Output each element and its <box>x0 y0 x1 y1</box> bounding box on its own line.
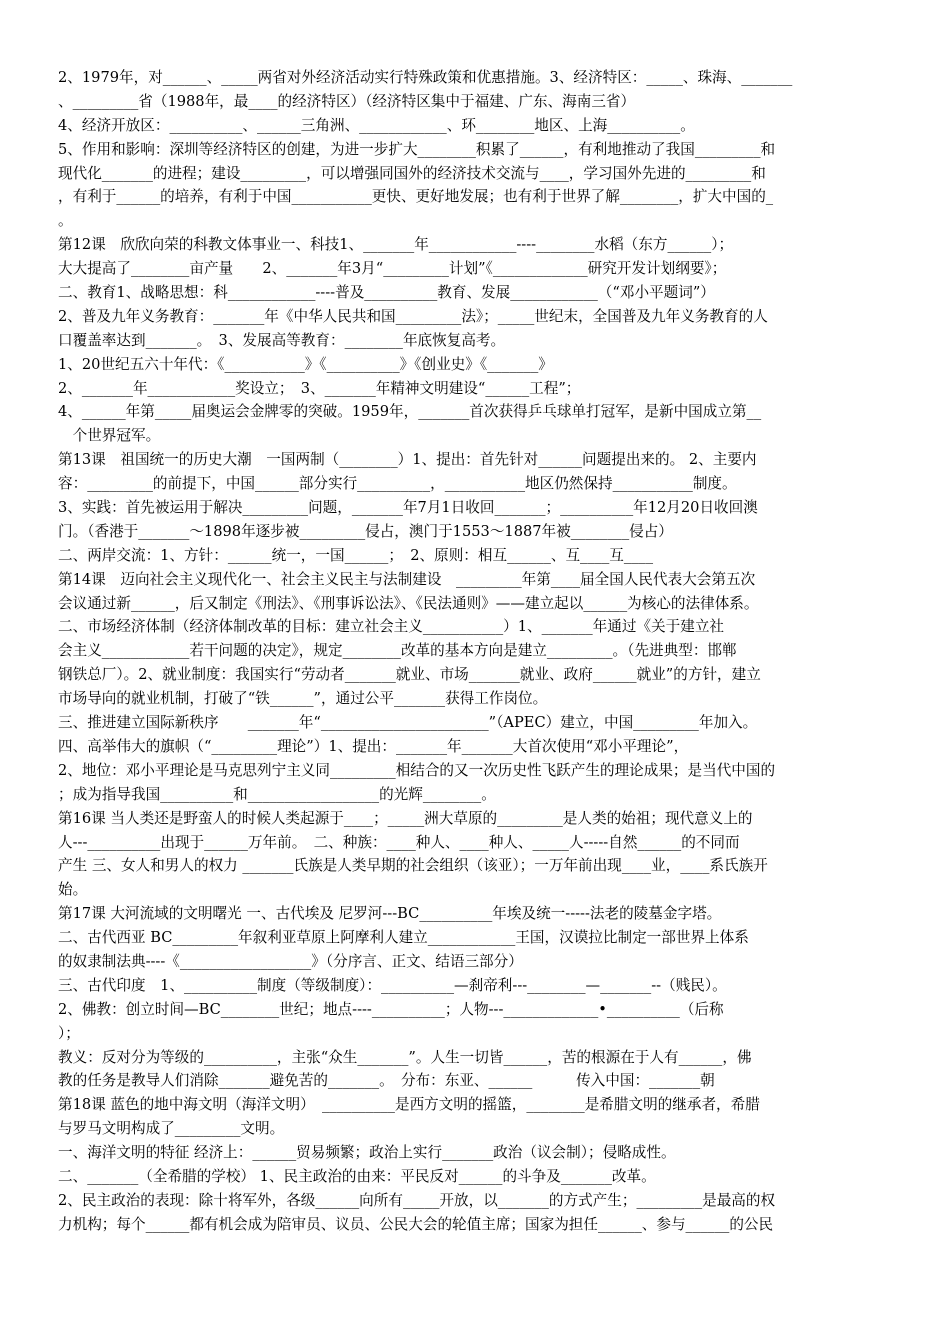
text-line-1: 2、1979年，对______、_____两省对外经济活动实行特殊政策和优惠措施。3、经济特区：_____、珠海、_______ <box>58 69 793 86</box>
text-line-40: 2、佛教：创立时间—BC________世纪；地点----__________；人物---_____________•__________（后称 <box>58 1000 724 1018</box>
text-line-30: 2、地位：邓小平理论是马克思列宁主义同_________相结合的又一次历史性飞跃产生的理论成果；是当代中国的 <box>58 761 776 779</box>
text-line-2: 、_________省（1988年，最____的经济特区）（经济特区集中于福建、广东、海南三省） <box>58 92 636 110</box>
text-line-37: 二、古代西亚 BC_________年叙利亚草原上阿摩利人建立____________王国，汉谟拉比制定一部世界上体系 <box>58 929 749 947</box>
text-line-49: 力机构；每个______都有机会成为陪审员、议员、公民大会的轮值主席；国家为担任______、参与______的公民 <box>58 1215 774 1233</box>
text-line-31: ；成为指导我国__________和__________________的光辉________。 <box>58 785 496 803</box>
text-line-29: 四、高举伟大的旗帜（“_________理论”）1、提出：_______年_______大首次使用“邓小平理论”， <box>58 737 689 755</box>
text-line-6: ，有利于______的培养，有利于中国___________更快、更好地发展；也有利于世界了解________，扩大中国的_ <box>58 188 774 206</box>
text-line-3: 4、经济开放区：__________、______三角洲、____________、环________地区、上海__________。 <box>58 116 695 134</box>
text-line-10: 二、教育1、战略思想：科____________----普及__________教育、发展____________（“邓小平题词”） <box>58 284 715 302</box>
text-line-13: 1、20世纪五六十年代：《___________》《__________》《创业史》《_______》 <box>58 355 553 373</box>
text-line-20: 门。（香港于_______～1898年逐步被_________侵占，澳门于1553～1887年被________侵占） <box>58 522 673 540</box>
text-line-12: 口覆盖率达到_______。 3、发展高等教育：________年底恢复高考。 <box>58 331 506 349</box>
text-line-19: 3、实践：首先被运用于解决_________问题，_______年7月1日收回_______；__________年12月20日收回澳 <box>58 499 758 517</box>
text-line-5: 现代化_______的进程；建设_________，可以增强同国外的经济技术交流与____，学习国外先进的_________和 <box>58 164 766 182</box>
text-line-18: 容：_________的前提下，中国______部分实行__________，___________地区仍然保持___________制度。 <box>58 475 737 493</box>
text-line-48: 2、民主政治的表现：除十将军外，各级______向所有_____开放，以_______的方式产生；_________是最高的权 <box>58 1191 776 1209</box>
text-line-27: 市场导向的就业机制，打破了“铁______”，通过公平_______获得工作岗位。 <box>58 690 548 708</box>
lesson-13-heading: 第13课 祖国统一的历史大潮 一国两制（________）1、提出：首先针对______问题提出来的。 2、主要内 <box>58 451 757 469</box>
text-line-42: 教义：反对分为等级的__________，主张“众生_______”。人生一切皆______，苦的根源在于人有______，佛 <box>58 1048 752 1066</box>
text-line-34: 产生 三、女人和男人的权力 _______氏族是人类早期的社会组织（该亚）；一万年前出现____业，____系氏族开 <box>58 857 768 875</box>
text-line-23: 会议通过新______，后又制定《刑法》、《刑事诉讼法》、《民法通则》——建立起以______为核心的法律体系。 <box>58 594 759 612</box>
text-line-43: 教的任务是教导人们消除_______避免苦的_______。 分布：东亚、______ 传入中国：_______朝 <box>58 1072 715 1090</box>
lesson-18-heading: 第18课 蓝色的地中海文明（海洋文明） __________是西方文明的摇篮，________是希腊文明的继承者，希腊 <box>58 1096 760 1114</box>
text-line-11: 2、普及九年义务教育：_______年《中华人民共和国_________法》；_____世纪末，全国普及九年义务教育的人 <box>58 307 768 325</box>
text-line-25: 会主义____________若干问题的决定》，规定________改革的基本方向是建立_________。（先进典型：邯郸 <box>58 642 737 660</box>
text-line-15: 4、______年第_____届奥运会金牌零的突破。1959年，_______首次获得乒乓球单打冠军，是新中国成立第__ <box>58 403 762 421</box>
text-line-33: 人---__________出现于______万年前。 二、种族：____种人、____种人、_____人-----自然______的不同而 <box>58 833 740 851</box>
text-line-45: 与罗马文明构成了_________文明。 <box>58 1120 285 1138</box>
text-line-21: 二、两岸交流：1、方针：______统一，一国______； 2、原则：相互______、互____互____ <box>58 546 654 564</box>
lesson-12-heading: 第12课 欣欣向荣的科教文体事业一、科技1、_______年____________----________水稻（东方______）； <box>58 236 734 254</box>
lesson-14-heading: 第14课 迈向社会主义现代化一、社会主义民主与法制建设 _________年第____届全国人民代表大会第五次 <box>58 570 756 588</box>
text-line-39: 三、古代印度 1、__________制度（等级制度）：__________—刹帝利---________—_______--（贱民）。 <box>58 976 727 994</box>
text-line-26: 钢铁总厂）。2、就业制度：我国实行“劳动者_______就业、市场_______就业、政府______就业”的方针，建立 <box>58 666 761 684</box>
text-line-46: 一、海洋文明的特征 经济上：______贸易频繁；政治上实行_______政治（议会制）；侵略成性。 <box>58 1144 676 1162</box>
text-line-7: 。 <box>58 212 73 230</box>
lesson-16-heading: 第16课 当人类还是野蛮人的时候人类起源于____；_____洲大草原的_________是人类的始祖；现代意义上的 <box>58 809 753 827</box>
text-line-9: 大大提高了________亩产量 2、_______年3月“_________计划”《_____________研究开发计划纲要》； <box>58 260 727 278</box>
text-line-28: 三、推进建立国际新秩序 _______年“_______________________”（APEC）建立，中国_________年加入。 <box>58 714 758 732</box>
text-line-16: 个世界冠军。 <box>58 427 161 445</box>
text-line-35: 始。 <box>58 881 88 899</box>
document-page <box>58 66 893 1237</box>
lesson-17-heading: 第17课 大河流域的文明曙光 一、古代埃及 尼罗河---BC__________年埃及统一-----法老的陵墓金字塔。 <box>58 905 722 923</box>
text-line-38: 的奴隶制法典----《__________________》（分序言、正文、结语三部分） <box>58 952 523 970</box>
text-line-24: 二、市场经济体制（经济体制改革的目标：建立社会主义___________）1、_______年通过《关于建立社 <box>58 618 725 636</box>
text-line-41: ）； <box>58 1024 80 1042</box>
text-line-47: 二、_______（全希腊的学校） 1、民主政治的由来：平民反对______的斗争及_______改革。 <box>58 1167 656 1185</box>
text-line-14: 2、_______年____________奖设立； 3、_______年精神文明建设“______工程”； <box>58 379 581 397</box>
text-line-4: 5、作用和影响：深圳等经济特区的创建，为进一步扩大________积累了______，有利地推动了我国_________和 <box>58 140 776 158</box>
